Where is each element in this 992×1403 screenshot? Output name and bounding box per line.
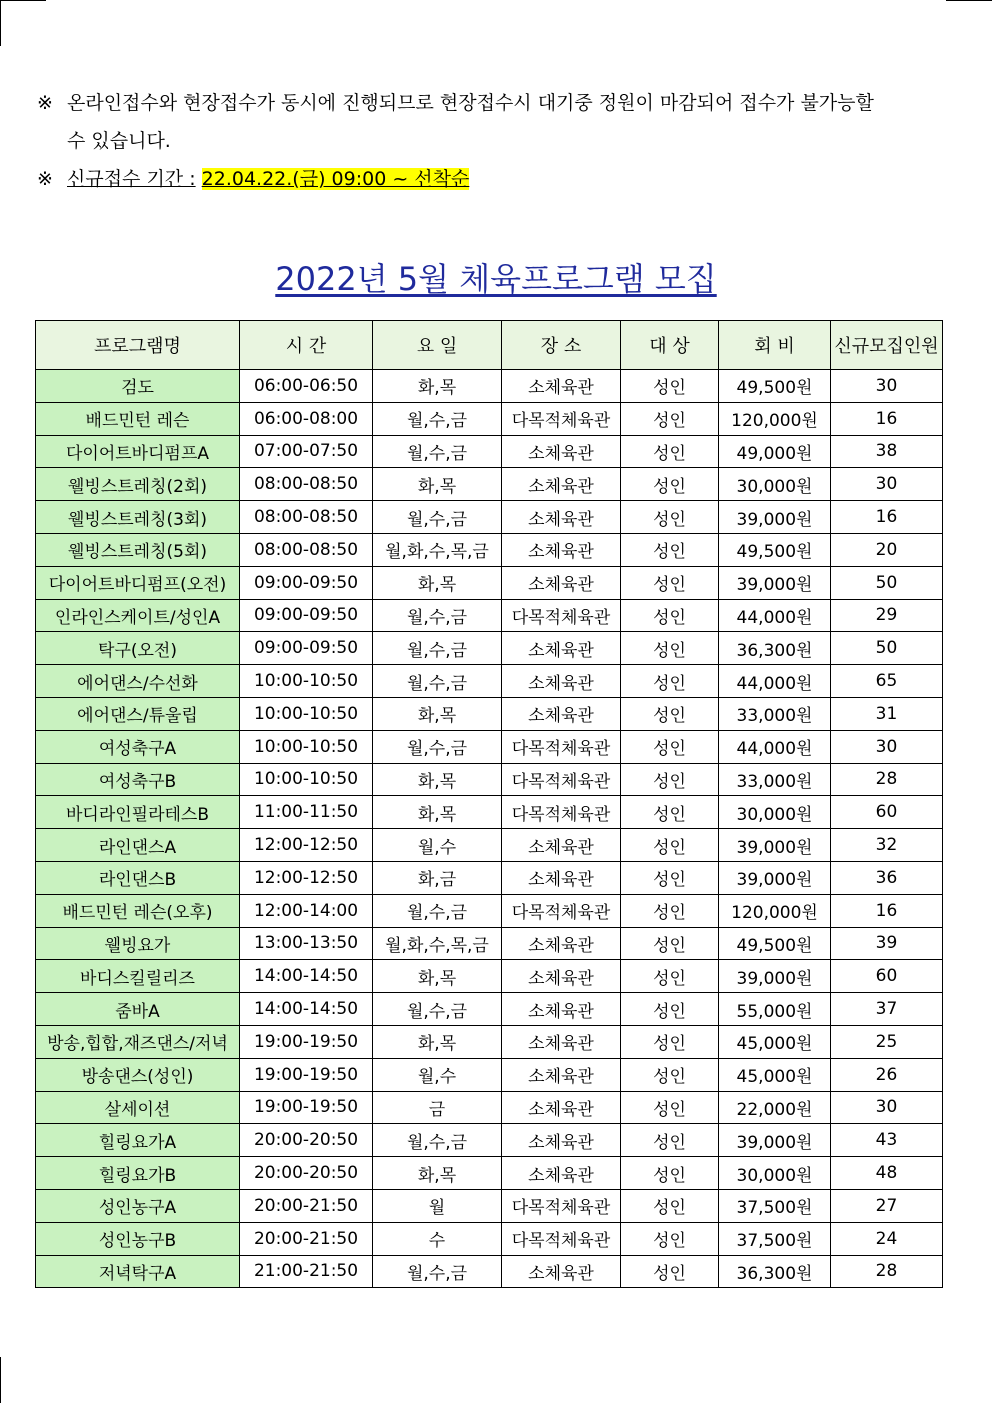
cell-fee: 30,000원 (719, 468, 831, 501)
cell-target: 성인 (621, 370, 719, 403)
column-header-new-enrollment: 신규모집인원 (831, 321, 943, 370)
cell-location: 소체육관 (502, 533, 621, 566)
cell-target: 성인 (621, 697, 719, 730)
cell-new-enrollment: 50 (831, 566, 943, 599)
cell-fee: 36,300원 (719, 1255, 831, 1288)
cell-program-name: 힐링요가A (36, 1124, 240, 1157)
cell-location: 소체육관 (502, 370, 621, 403)
cell-days: 화,목 (373, 697, 502, 730)
cell-location: 소체육관 (502, 435, 621, 468)
table-row (36, 796, 943, 829)
cell-time: 12:00-14:00 (240, 894, 373, 927)
cell-target: 성인 (621, 993, 719, 1026)
cell-fee: 120,000원 (719, 402, 831, 435)
cell-location: 다목적체육관 (502, 402, 621, 435)
cell-days: 월,수,금 (373, 599, 502, 632)
table-row (36, 599, 943, 632)
cell-program-name: 웰빙스트레칭(3회) (36, 501, 240, 534)
cell-program-name: 바디라인필라테스B (36, 796, 240, 829)
cell-time: 09:00-09:50 (240, 632, 373, 665)
cell-program-name: 여성축구B (36, 763, 240, 796)
cell-target: 성인 (621, 829, 719, 862)
cell-new-enrollment: 25 (831, 1025, 943, 1058)
cell-time: 12:00-12:50 (240, 829, 373, 862)
cell-program-name: 라인댄스A (36, 829, 240, 862)
cell-time: 14:00-14:50 (240, 960, 373, 993)
cell-days: 월,수 (373, 829, 502, 862)
cell-program-name: 웰빙스트레칭(5회) (36, 533, 240, 566)
table-row (36, 402, 943, 435)
notice-line-3 (37, 160, 949, 198)
table-body (36, 370, 943, 1288)
cell-program-name: 성인농구A (36, 1189, 240, 1222)
cell-location: 소체육관 (502, 993, 621, 1026)
cell-days: 화,목 (373, 370, 502, 403)
table-row (36, 566, 943, 599)
cell-days: 월,수,금 (373, 435, 502, 468)
cell-time: 19:00-19:50 (240, 1058, 373, 1091)
cell-days: 금 (373, 1091, 502, 1124)
cell-fee: 33,000원 (719, 763, 831, 796)
cell-location: 다목적체육관 (502, 599, 621, 632)
cell-program-name: 힐링요가B (36, 1157, 240, 1190)
cell-target: 성인 (621, 632, 719, 665)
table-row (36, 1058, 943, 1091)
cell-fee: 22,000원 (719, 1091, 831, 1124)
column-header-fee: 회 비 (719, 321, 831, 370)
cell-fee: 45,000원 (719, 1058, 831, 1091)
cell-location: 소체육관 (502, 829, 621, 862)
cell-days: 화,목 (373, 960, 502, 993)
column-header-location: 장 소 (502, 321, 621, 370)
cell-target: 성인 (621, 533, 719, 566)
cell-location: 다목적체육관 (502, 1189, 621, 1222)
crop-mark-bottom-left (0, 1357, 1, 1403)
cell-target: 성인 (621, 1255, 719, 1288)
cell-new-enrollment: 31 (831, 697, 943, 730)
cell-location: 소체육관 (502, 665, 621, 698)
cell-fee: 120,000원 (719, 894, 831, 927)
column-header-days: 요 일 (373, 321, 502, 370)
cell-time: 06:00-06:50 (240, 370, 373, 403)
cell-program-name: 에어댄스/수선화 (36, 665, 240, 698)
table-row (36, 960, 943, 993)
cell-program-name: 방송,힙합,재즈댄스/저녁 (36, 1025, 240, 1058)
cell-fee: 44,000원 (719, 599, 831, 632)
cell-days: 월,화,수,목,금 (373, 533, 502, 566)
table-row (36, 730, 943, 763)
cell-target: 성인 (621, 435, 719, 468)
cell-time: 08:00-08:50 (240, 468, 373, 501)
cell-time: 20:00-20:50 (240, 1157, 373, 1190)
cell-fee: 30,000원 (719, 1157, 831, 1190)
cell-target: 성인 (621, 861, 719, 894)
program-table (35, 320, 943, 1288)
cell-program-name: 바디스킬릴리즈 (36, 960, 240, 993)
cell-time: 08:00-08:50 (240, 533, 373, 566)
cell-program-name: 웰빙스트레칭(2회) (36, 468, 240, 501)
cell-fee: 37,500원 (719, 1189, 831, 1222)
cell-new-enrollment: 26 (831, 1058, 943, 1091)
cell-program-name: 다이어트바디펌프(오전) (36, 566, 240, 599)
table-row (36, 1025, 943, 1058)
table-row (36, 435, 943, 468)
cell-time: 08:00-08:50 (240, 501, 373, 534)
cell-fee: 36,300원 (719, 632, 831, 665)
notice-line-2 (37, 122, 949, 160)
cell-location: 다목적체육관 (502, 796, 621, 829)
notice-text-2: 수 있습니다. (67, 130, 171, 152)
cell-time: 10:00-10:50 (240, 697, 373, 730)
cell-program-name: 탁구(오전) (36, 632, 240, 665)
table-row (36, 1189, 943, 1222)
cell-program-name: 배드민턴 레슨 (36, 402, 240, 435)
cell-location: 소체육관 (502, 1058, 621, 1091)
table-row (36, 468, 943, 501)
cell-fee: 39,000원 (719, 960, 831, 993)
cell-location: 소체육관 (502, 927, 621, 960)
table-row (36, 993, 943, 1026)
table-row (36, 861, 943, 894)
cell-location: 소체육관 (502, 697, 621, 730)
cell-time: 21:00-21:50 (240, 1255, 373, 1288)
cell-time: 14:00-14:50 (240, 993, 373, 1026)
cell-new-enrollment: 37 (831, 993, 943, 1026)
cell-target: 성인 (621, 1025, 719, 1058)
cell-program-name: 인라인스케이트/성인A (36, 599, 240, 632)
cell-fee: 45,000원 (719, 1025, 831, 1058)
cell-fee: 39,000원 (719, 861, 831, 894)
cell-days: 화,목 (373, 1025, 502, 1058)
cell-new-enrollment: 30 (831, 1091, 943, 1124)
cell-time: 06:00-08:00 (240, 402, 373, 435)
cell-fee: 39,000원 (719, 566, 831, 599)
cell-location: 다목적체육관 (502, 763, 621, 796)
cell-new-enrollment: 50 (831, 632, 943, 665)
cell-new-enrollment: 30 (831, 468, 943, 501)
cell-target: 성인 (621, 599, 719, 632)
cell-new-enrollment: 36 (831, 861, 943, 894)
table-row (36, 763, 943, 796)
cell-fee: 37,500원 (719, 1222, 831, 1255)
cell-fee: 39,000원 (719, 829, 831, 862)
reference-mark: ※ (37, 168, 53, 190)
cell-new-enrollment: 28 (831, 763, 943, 796)
cell-new-enrollment: 60 (831, 960, 943, 993)
table-row (36, 1124, 943, 1157)
cell-target: 성인 (621, 1157, 719, 1190)
cell-days: 월,수,금 (373, 632, 502, 665)
cell-new-enrollment: 65 (831, 665, 943, 698)
cell-program-name: 웰빙요가 (36, 927, 240, 960)
cell-time: 20:00-21:50 (240, 1189, 373, 1222)
cell-time: 11:00-11:50 (240, 796, 373, 829)
cell-program-name: 여성축구A (36, 730, 240, 763)
table-row (36, 697, 943, 730)
cell-target: 성인 (621, 960, 719, 993)
cell-target: 성인 (621, 894, 719, 927)
cell-new-enrollment: 28 (831, 1255, 943, 1288)
cell-fee: 39,000원 (719, 501, 831, 534)
cell-program-name: 방송댄스(성인) (36, 1058, 240, 1091)
cell-target: 성인 (621, 501, 719, 534)
cell-days: 월,수,금 (373, 402, 502, 435)
cell-days: 월,수,금 (373, 730, 502, 763)
cell-target: 성인 (621, 1124, 719, 1157)
cell-fee: 49,000원 (719, 435, 831, 468)
cell-program-name: 배드민턴 레슨(오후) (36, 894, 240, 927)
cell-program-name: 줌바A (36, 993, 240, 1026)
cell-location: 소체육관 (502, 1091, 621, 1124)
cell-location: 소체육관 (502, 566, 621, 599)
cell-days: 화,목 (373, 1157, 502, 1190)
table-row (36, 665, 943, 698)
cell-program-name: 라인댄스B (36, 861, 240, 894)
cell-program-name: 살세이션 (36, 1091, 240, 1124)
table-row (36, 501, 943, 534)
column-header-time: 시 간 (240, 321, 373, 370)
cell-new-enrollment: 16 (831, 894, 943, 927)
cell-target: 성인 (621, 1222, 719, 1255)
cell-days: 월 (373, 1189, 502, 1222)
cell-days: 화,목 (373, 566, 502, 599)
cell-days: 화,목 (373, 763, 502, 796)
cell-days: 월,화,수,목,금 (373, 927, 502, 960)
cell-new-enrollment: 43 (831, 1124, 943, 1157)
cell-new-enrollment: 38 (831, 435, 943, 468)
cell-time: 13:00-13:50 (240, 927, 373, 960)
cell-location: 소체육관 (502, 1157, 621, 1190)
cell-new-enrollment: 32 (831, 829, 943, 862)
table-row (36, 829, 943, 862)
cell-location: 소체육관 (502, 468, 621, 501)
cell-location: 소체육관 (502, 1124, 621, 1157)
cell-target: 성인 (621, 763, 719, 796)
cell-fee: 49,500원 (719, 927, 831, 960)
crop-mark-top-right (946, 0, 992, 1)
cell-new-enrollment: 30 (831, 370, 943, 403)
cell-days: 화,목 (373, 468, 502, 501)
cell-time: 20:00-20:50 (240, 1124, 373, 1157)
cell-new-enrollment: 20 (831, 533, 943, 566)
registration-period-label: 신규접수 기간 : (67, 168, 196, 190)
cell-target: 성인 (621, 1058, 719, 1091)
cell-location: 소체육관 (502, 861, 621, 894)
notice-section (37, 84, 949, 198)
cell-time: 19:00-19:50 (240, 1091, 373, 1124)
cell-target: 성인 (621, 665, 719, 698)
cell-days: 월,수,금 (373, 993, 502, 1026)
cell-program-name: 저녁탁구A (36, 1255, 240, 1288)
cell-location: 다목적체육관 (502, 894, 621, 927)
cell-target: 성인 (621, 468, 719, 501)
cell-target: 성인 (621, 927, 719, 960)
cell-time: 09:00-09:50 (240, 599, 373, 632)
cell-target: 성인 (621, 796, 719, 829)
table-row (36, 370, 943, 403)
cell-days: 월,수,금 (373, 665, 502, 698)
notice-line-1 (37, 84, 949, 122)
cell-fee: 44,000원 (719, 665, 831, 698)
cell-program-name: 다이어트바디펌프A (36, 435, 240, 468)
cell-target: 성인 (621, 1091, 719, 1124)
column-header-target: 대 상 (621, 321, 719, 370)
cell-new-enrollment: 30 (831, 730, 943, 763)
cell-fee: 49,500원 (719, 533, 831, 566)
cell-new-enrollment: 29 (831, 599, 943, 632)
cell-days: 월,수,금 (373, 1255, 502, 1288)
cell-days: 화,금 (373, 861, 502, 894)
cell-time: 12:00-12:50 (240, 861, 373, 894)
cell-location: 다목적체육관 (502, 730, 621, 763)
registration-period-value: 22.04.22.(금) 09:00 ~ 선착순 (201, 168, 470, 190)
cell-new-enrollment: 27 (831, 1189, 943, 1222)
cell-location: 소체육관 (502, 1255, 621, 1288)
table-row (36, 927, 943, 960)
page-title (0, 254, 992, 304)
cell-new-enrollment: 24 (831, 1222, 943, 1255)
cell-days: 월,수,금 (373, 501, 502, 534)
cell-new-enrollment: 48 (831, 1157, 943, 1190)
cell-location: 소체육관 (502, 632, 621, 665)
cell-target: 성인 (621, 402, 719, 435)
cell-time: 09:00-09:50 (240, 566, 373, 599)
cell-time: 10:00-10:50 (240, 730, 373, 763)
cell-time: 19:00-19:50 (240, 1025, 373, 1058)
notice-text-1: 온라인접수와 현장접수가 동시에 진행되므로 현장접수시 대기중 정원이 마감되어 접수가 불가능할 (67, 92, 874, 114)
cell-days: 화,목 (373, 796, 502, 829)
cell-fee: 33,000원 (719, 697, 831, 730)
cell-fee: 44,000원 (719, 730, 831, 763)
cell-program-name: 성인농구B (36, 1222, 240, 1255)
cell-fee: 49,500원 (719, 370, 831, 403)
page-title-text: 2022년 5월 체육프로그램 모집 (275, 260, 717, 298)
crop-mark-top-left-h (0, 0, 46, 1)
cell-new-enrollment: 39 (831, 927, 943, 960)
table-row (36, 632, 943, 665)
cell-new-enrollment: 16 (831, 501, 943, 534)
table-row (36, 1222, 943, 1255)
table-row (36, 1091, 943, 1124)
cell-time: 10:00-10:50 (240, 665, 373, 698)
table-row (36, 1255, 943, 1288)
cell-fee: 55,000원 (719, 993, 831, 1026)
cell-target: 성인 (621, 566, 719, 599)
cell-new-enrollment: 16 (831, 402, 943, 435)
cell-fee: 39,000원 (719, 1124, 831, 1157)
cell-days: 수 (373, 1222, 502, 1255)
cell-location: 다목적체육관 (502, 1222, 621, 1255)
column-header-program-name: 프로그램명 (36, 321, 240, 370)
table-row (36, 533, 943, 566)
cell-days: 월,수,금 (373, 1124, 502, 1157)
cell-target: 성인 (621, 1189, 719, 1222)
cell-location: 소체육관 (502, 1025, 621, 1058)
table-row (36, 894, 943, 927)
cell-new-enrollment: 60 (831, 796, 943, 829)
table-header-row (36, 321, 943, 370)
cell-target: 성인 (621, 730, 719, 763)
cell-time: 10:00-10:50 (240, 763, 373, 796)
cell-program-name: 에어댄스/튜울립 (36, 697, 240, 730)
cell-program-name: 검도 (36, 370, 240, 403)
cell-location: 소체육관 (502, 960, 621, 993)
cell-time: 20:00-21:50 (240, 1222, 373, 1255)
cell-location: 소체육관 (502, 501, 621, 534)
cell-time: 07:00-07:50 (240, 435, 373, 468)
reference-mark: ※ (37, 92, 53, 114)
cell-days: 월,수,금 (373, 894, 502, 927)
crop-mark-top-left (0, 0, 1, 46)
cell-fee: 30,000원 (719, 796, 831, 829)
table-row (36, 1157, 943, 1190)
cell-days: 월,수 (373, 1058, 502, 1091)
